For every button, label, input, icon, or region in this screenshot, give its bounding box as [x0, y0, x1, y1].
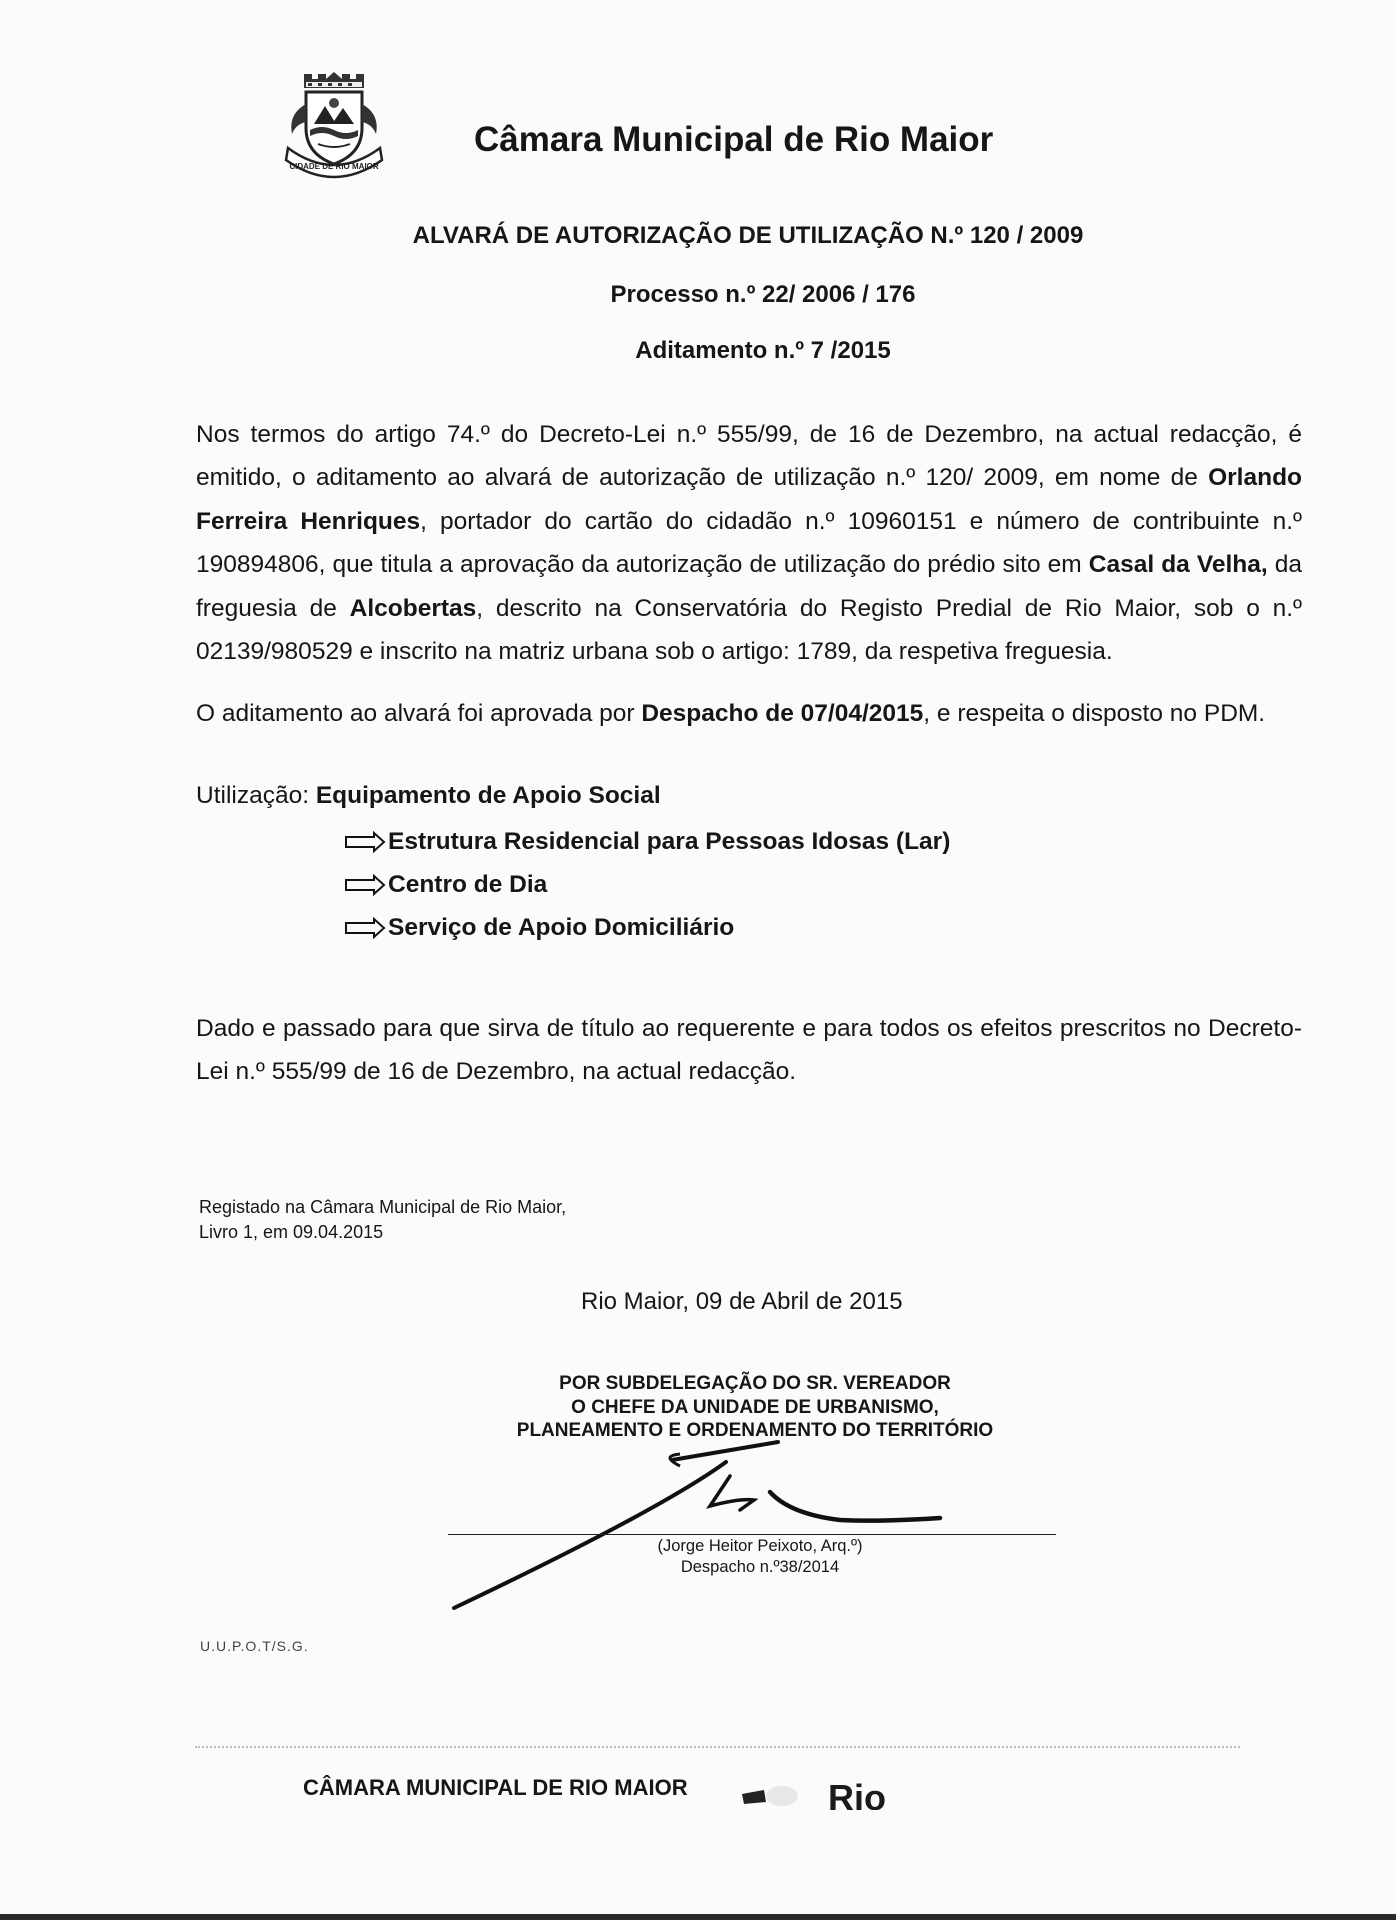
usage-item: Serviço de Apoio Domiciliário	[344, 914, 734, 942]
arrow-right-icon	[344, 917, 386, 939]
closing-paragraph: Dado e passado para que sirva de título ao requerente e para todos os efeitos prescritos no Decreto-Lei n.º 555/99 de 16 de Dezembro, na actual redacção.	[196, 1015, 1302, 1086]
footer-divider	[195, 1746, 1240, 1748]
signer-details	[590, 1536, 930, 1578]
usage-item: Centro de Dia	[344, 871, 547, 899]
arrow-right-icon	[344, 831, 386, 853]
registration-note: Registado na Câmara Municipal de Rio Maior, Livro 1, em 09.04.2015	[199, 1197, 567, 1242]
approval-dispatch: Despacho de 07/04/2015	[641, 700, 924, 727]
holder-name: Orlando Ferreira Henriques	[196, 464, 1302, 535]
organization-title: Câmara Municipal de Rio Maior	[474, 120, 994, 159]
parish-name: Alcobertas	[349, 594, 477, 622]
main-paragraph: Nos termos do artigo 74.º do Decreto-Lei n.º 555/99, de 16 de Dezembro, na actual redacção, é emitido, o aditamento ao alvará de autorização de utilização n.º 120/ 2009, em nome de Orlando Ferreira Henriques, portador do cartão do cidadão n.º 10960151 e número de contribuinte n.º 190894806, que titula a aprovação da autorização de utilização do prédio sito em Casal da Velha, da freguesia de Alcobertas, descrito na Conservatória do Registo Predial de Rio Maior, sob o n.º 02139/980529 e inscrito na matriz urbana sob o artigo: 1789, da respetiva freguesia.	[196, 421, 1303, 666]
approval-paragraph: O aditamento ao alvará foi aprovada por Despacho de 07/04/2015, e respeita o disposto no PDM.	[196, 700, 1266, 727]
svg-text:CIDADE DE RIO MAIOR: CIDADE DE RIO MAIOR	[289, 162, 379, 171]
place-and-date: Rio Maior, 09 de Abril de 2015	[581, 1288, 903, 1315]
footer-logo-icon	[740, 1776, 900, 1810]
reference-code: U.U.P.O.T/S.G.	[200, 1638, 309, 1654]
signer-name: (Jorge Heitor Peixoto, Arq.º)	[657, 1537, 863, 1555]
property-location: Casal da Velha,	[1088, 551, 1268, 579]
signer-dispatch: Despacho n.º38/2014	[680, 1558, 840, 1576]
scan-edge	[0, 1914, 1396, 1920]
arrow-right-icon	[344, 874, 386, 896]
svg-text:Rio: Rio	[828, 1777, 886, 1810]
process-number: Processo n.º 22/ 2006 / 176	[610, 281, 916, 308]
signatory-block: POR SUBDELEGAÇÃO DO SR. VEREADOR O CHEFE DA UNIDADE DE URBANISMO, PLANEAMENTO E ORDENAMENTO DO TERRITÓRIO	[516, 1373, 994, 1441]
usage-value: Equipamento de Apoio Social	[315, 782, 661, 809]
usage-item: Estrutura Residencial para Pessoas Idosas (Lar)	[344, 828, 950, 856]
municipal-crest-icon	[278, 70, 390, 182]
license-title: ALVARÁ DE AUTORIZAÇÃO DE UTILIZAÇÃO N.º 120 / 2009	[412, 222, 1084, 249]
amendment-number: Aditamento n.º 7 /2015	[635, 337, 891, 364]
footer-org-name: CÂMARA MUNICIPAL DE RIO MAIOR	[303, 1775, 688, 1800]
handwritten-signature-icon	[440, 1440, 960, 1620]
signature-line	[448, 1534, 1056, 1535]
usage-line: Utilização: Equipamento de Apoio Social	[196, 782, 661, 809]
